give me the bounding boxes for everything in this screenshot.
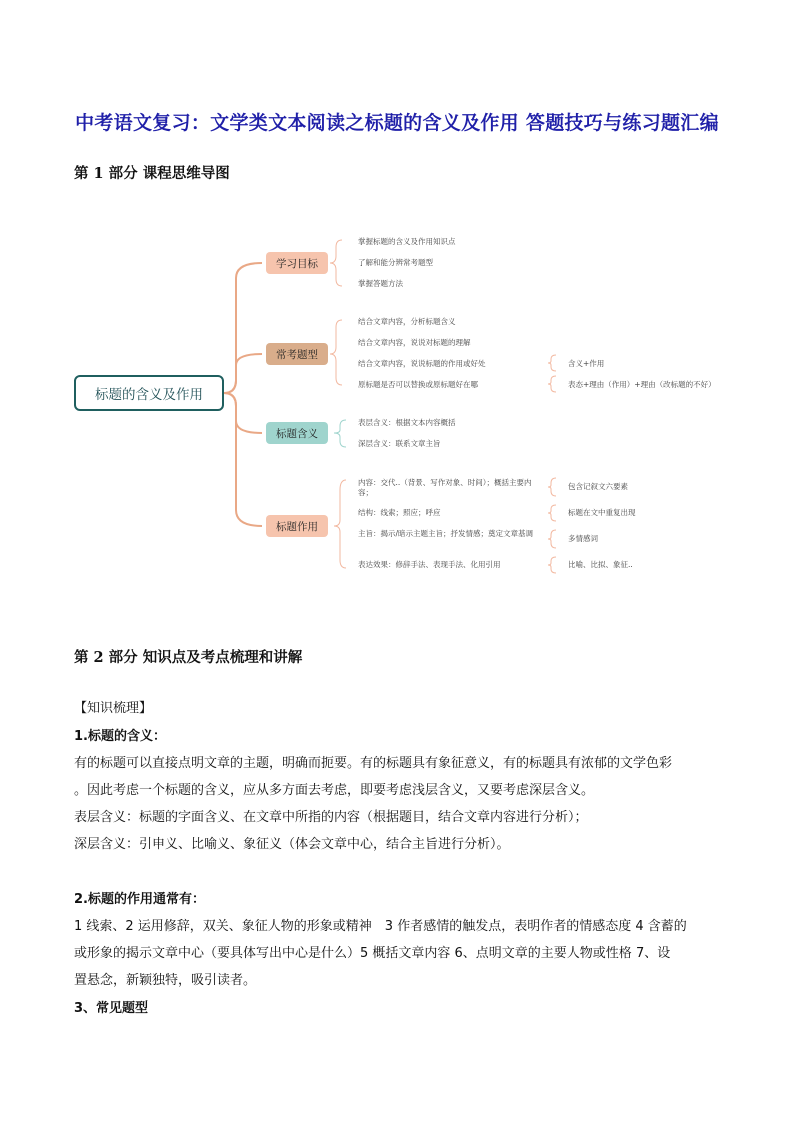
mindmap-node-goals: 学习目标 bbox=[266, 252, 328, 274]
mindmap-leaf: 深层含义：联系文章主旨 bbox=[358, 439, 441, 448]
section3-heading: 3、常见题型 bbox=[74, 1001, 149, 1016]
section1-heading: 1.标题的含义： bbox=[74, 729, 166, 744]
section2-line: 1 线索、2 运用修辞，双关、象征人物的形象或精神 3 作者感情的触发点，表明作者的情感态度 4 含蓄的 bbox=[74, 919, 687, 934]
section2-line: 置悬念，新颖独特，吸引读者。 bbox=[74, 973, 257, 988]
mindmap-leaf: 主旨：揭示/暗示主题主旨；抒发情感；奠定文章基调 bbox=[358, 529, 534, 538]
part2-text: 知识点及考点梳理和讲解 bbox=[142, 650, 303, 666]
part1-number: 第 1 部分 bbox=[74, 165, 138, 182]
knowledge-header: 【知识梳理】 bbox=[74, 701, 153, 716]
mindmap-leaf: 表层含义：根据文本内容概括 bbox=[358, 418, 456, 427]
part1-text: 课程思维导图 bbox=[142, 166, 230, 182]
mindmap-note: 比喻、比拟、象征.. bbox=[568, 560, 633, 569]
section1-line: 表层含义：标题的字面含义、在文章中所指的内容（根据题目，结合文章内容进行分析）； bbox=[74, 810, 588, 825]
section1-line: 有的标题可以直接点明文章的主题，明确而扼要。有的标题具有象征意义，有的标题具有浓郁的文学色彩 bbox=[74, 756, 673, 771]
mindmap-node-function: 标题作用 bbox=[266, 515, 328, 537]
mindmap-note: 含义+作用 bbox=[568, 359, 605, 368]
mindmap-node-question-types: 常考题型 bbox=[266, 343, 328, 365]
section1-line: 深层含义：引申义、比喻义、象征义（体会文章中心，结合主旨进行分析）。 bbox=[74, 837, 510, 852]
mindmap-note: 多情感词 bbox=[568, 534, 598, 543]
section2-line: 或形象的揭示文章中心（要具体写出中心是什么）5 概括文章内容 6、点明文章的主要人物或性格 7、设 bbox=[74, 946, 671, 961]
section1-line: 。因此考虑一个标题的含义，应从多方面去考虑，即要考虑浅层含义，又要考虑深层含义。 bbox=[74, 783, 595, 798]
mindmap-note: 包含记叙文六要素 bbox=[568, 482, 628, 491]
mindmap-leaf: 结合文章内容，分析标题含义 bbox=[358, 317, 456, 326]
mindmap-leaf: 内容：交代..（背景、写作对象、时间）；概括主要内容； bbox=[358, 478, 532, 497]
mindmap-leaf: 表达效果：修辞手法、表现手法、化用引用 bbox=[358, 560, 501, 569]
mindmap-leaf: 结合文章内容，说说标题的作用或好处 bbox=[358, 359, 486, 368]
connector-mean bbox=[224, 393, 262, 433]
section2-heading: 2.标题的作用通常有： bbox=[74, 892, 205, 907]
document-title: 中考语文复习：文学类文本阅读之标题的含义及作用 答题技巧与练习题汇编 bbox=[75, 112, 719, 134]
mindmap-leaf: 结构：线索；照应；呼应 bbox=[358, 508, 441, 517]
part2-number: 第 2 部分 bbox=[74, 649, 138, 666]
mindmap-leaf: 掌握标题的含义及作用知识点 bbox=[358, 237, 456, 246]
mindmap-leaf: 掌握答题方法 bbox=[358, 279, 403, 288]
mindmap-leaf: 结合文章内容，说说对标题的理解 bbox=[358, 338, 471, 347]
connector-func bbox=[224, 393, 262, 526]
mindmap-note: 标题在文中重复出现 bbox=[568, 508, 636, 517]
mindmap-leaf: 原标题是否可以替换或原标题好在哪 bbox=[358, 380, 478, 389]
mindmap-leaf: 了解和能分辨常考题型 bbox=[358, 258, 433, 267]
connector-goal bbox=[224, 263, 262, 393]
connector-type bbox=[224, 354, 262, 393]
mindmap-root: 标题的含义及作用 bbox=[74, 375, 224, 411]
part2-heading bbox=[74, 646, 302, 667]
mindmap-note: 表态+理由（作用）+理由（改标题的不好） bbox=[568, 380, 716, 389]
mindmap-node-meaning: 标题含义 bbox=[266, 422, 328, 444]
